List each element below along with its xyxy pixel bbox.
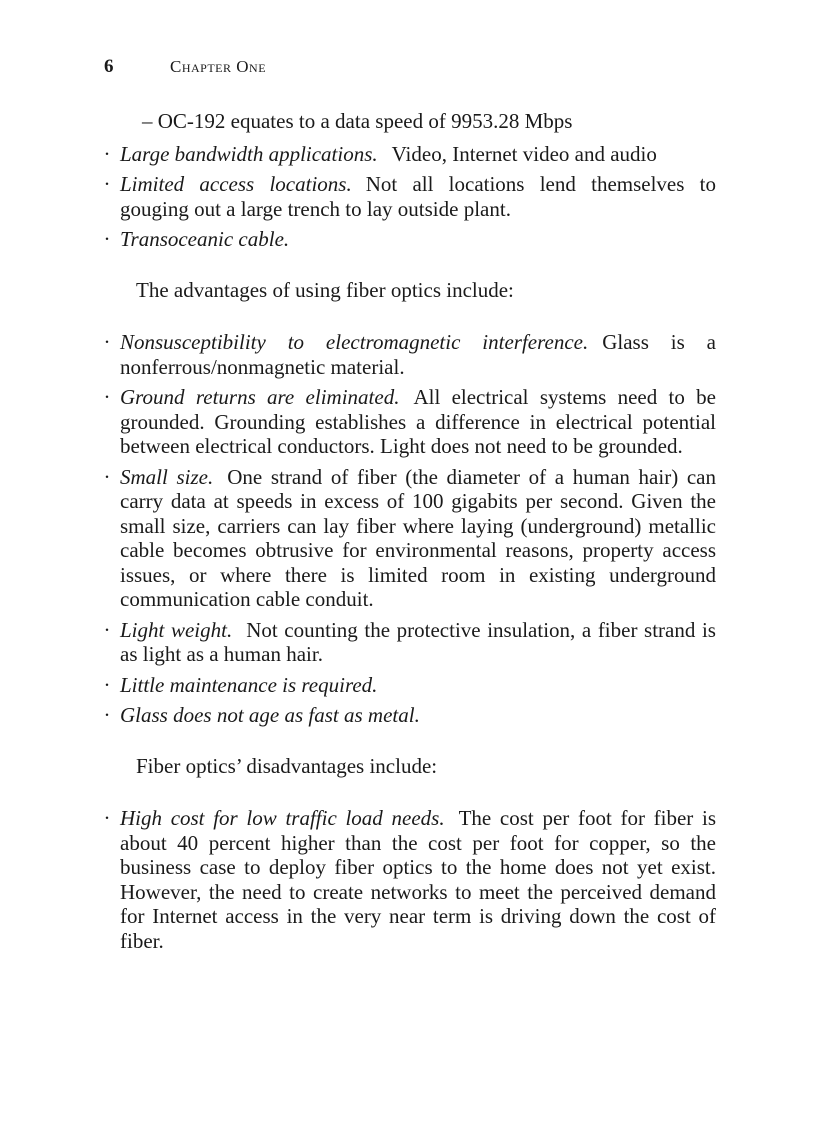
applications-list <box>104 142 716 252</box>
chapter-title: Chapter One <box>170 57 267 76</box>
page-number: 6 <box>104 56 114 77</box>
item-text: Glass is a nonferrous/nonmagnetic material. <box>120 330 716 379</box>
list-item <box>104 806 716 953</box>
item-lead: Ground returns are eliminated. <box>120 385 400 409</box>
list-item <box>104 703 716 728</box>
bullet-icon: · <box>103 141 111 166</box>
item-lead: High cost for low traffic load needs. <box>120 806 445 830</box>
list-item <box>104 673 716 698</box>
list-item <box>104 330 716 379</box>
bullet-icon: · <box>103 385 111 409</box>
body-text <box>104 108 716 959</box>
item-lead: Transoceanic cable. <box>120 227 290 251</box>
list-item <box>104 227 716 252</box>
list-item <box>104 172 716 221</box>
bullet-icon: · <box>103 330 111 354</box>
list-item <box>104 465 716 612</box>
item-text: One strand of fiber (the diameter of a human hair) can carry data at speeds in excess of 100 gigabits per second. Given the small size, carriers can lay fiber where laying (underground) metallic cable becomes obtrusive for environmental reasons, property access issues, or where there is limited room in existing underground communication cable conduit. <box>120 464 716 611</box>
list-item <box>104 142 716 167</box>
item-lead: Limited access locations. <box>120 172 352 196</box>
bullet-icon: · <box>103 227 111 251</box>
item-lead: Light weight. <box>120 617 233 642</box>
item-lead: Small size. <box>120 464 214 489</box>
item-text: Not all locations lend themselves to gouging out a large trench to lay outside plant. <box>120 172 716 221</box>
item-text: The cost per foot for fiber is about 40 percent higher than the cost per foot for copper, so the business case to deploy fiber optics to the home does not yet exist. However, the need to create networks to meet the perceived demand for Internet access in the very near term is driving down the cost of fiber. <box>120 806 716 953</box>
item-lead: Nonsusceptibility to electromagnetic interference. <box>120 330 589 354</box>
item-text: Video, Internet video and audio <box>391 141 657 166</box>
item-text: Not counting the protective insulation, a fiber strand is as light as a human hair. <box>120 617 716 666</box>
advantages-intro: The advantages of using fiber optics include: <box>136 277 514 302</box>
item-lead: Little maintenance is required. <box>120 672 378 697</box>
advantages-list <box>104 330 716 728</box>
bullet-icon: · <box>103 703 111 727</box>
bullet-icon: · <box>103 464 111 489</box>
disadvantages-intro: Fiber optics’ disadvantages include: <box>136 753 438 778</box>
oc192-sub-item: – OC-192 equates to a data speed of 9953.28 Mbps <box>142 109 573 133</box>
running-head <box>104 56 266 78</box>
item-text: All electrical systems need to be grounded. Grounding establishes a difference in electrical potential between electrical conductors. Light does not need to be grounded. <box>120 385 717 458</box>
list-item <box>104 618 716 667</box>
bullet-icon: · <box>103 617 111 642</box>
bullet-icon: · <box>103 172 111 196</box>
item-lead: Glass does not age as fast as metal. <box>120 703 420 727</box>
bullet-icon: · <box>103 672 111 697</box>
disadvantages-list <box>104 806 716 953</box>
list-item <box>104 385 716 459</box>
item-lead: Large bandwidth applications. <box>120 141 378 166</box>
bullet-icon: · <box>103 806 111 830</box>
